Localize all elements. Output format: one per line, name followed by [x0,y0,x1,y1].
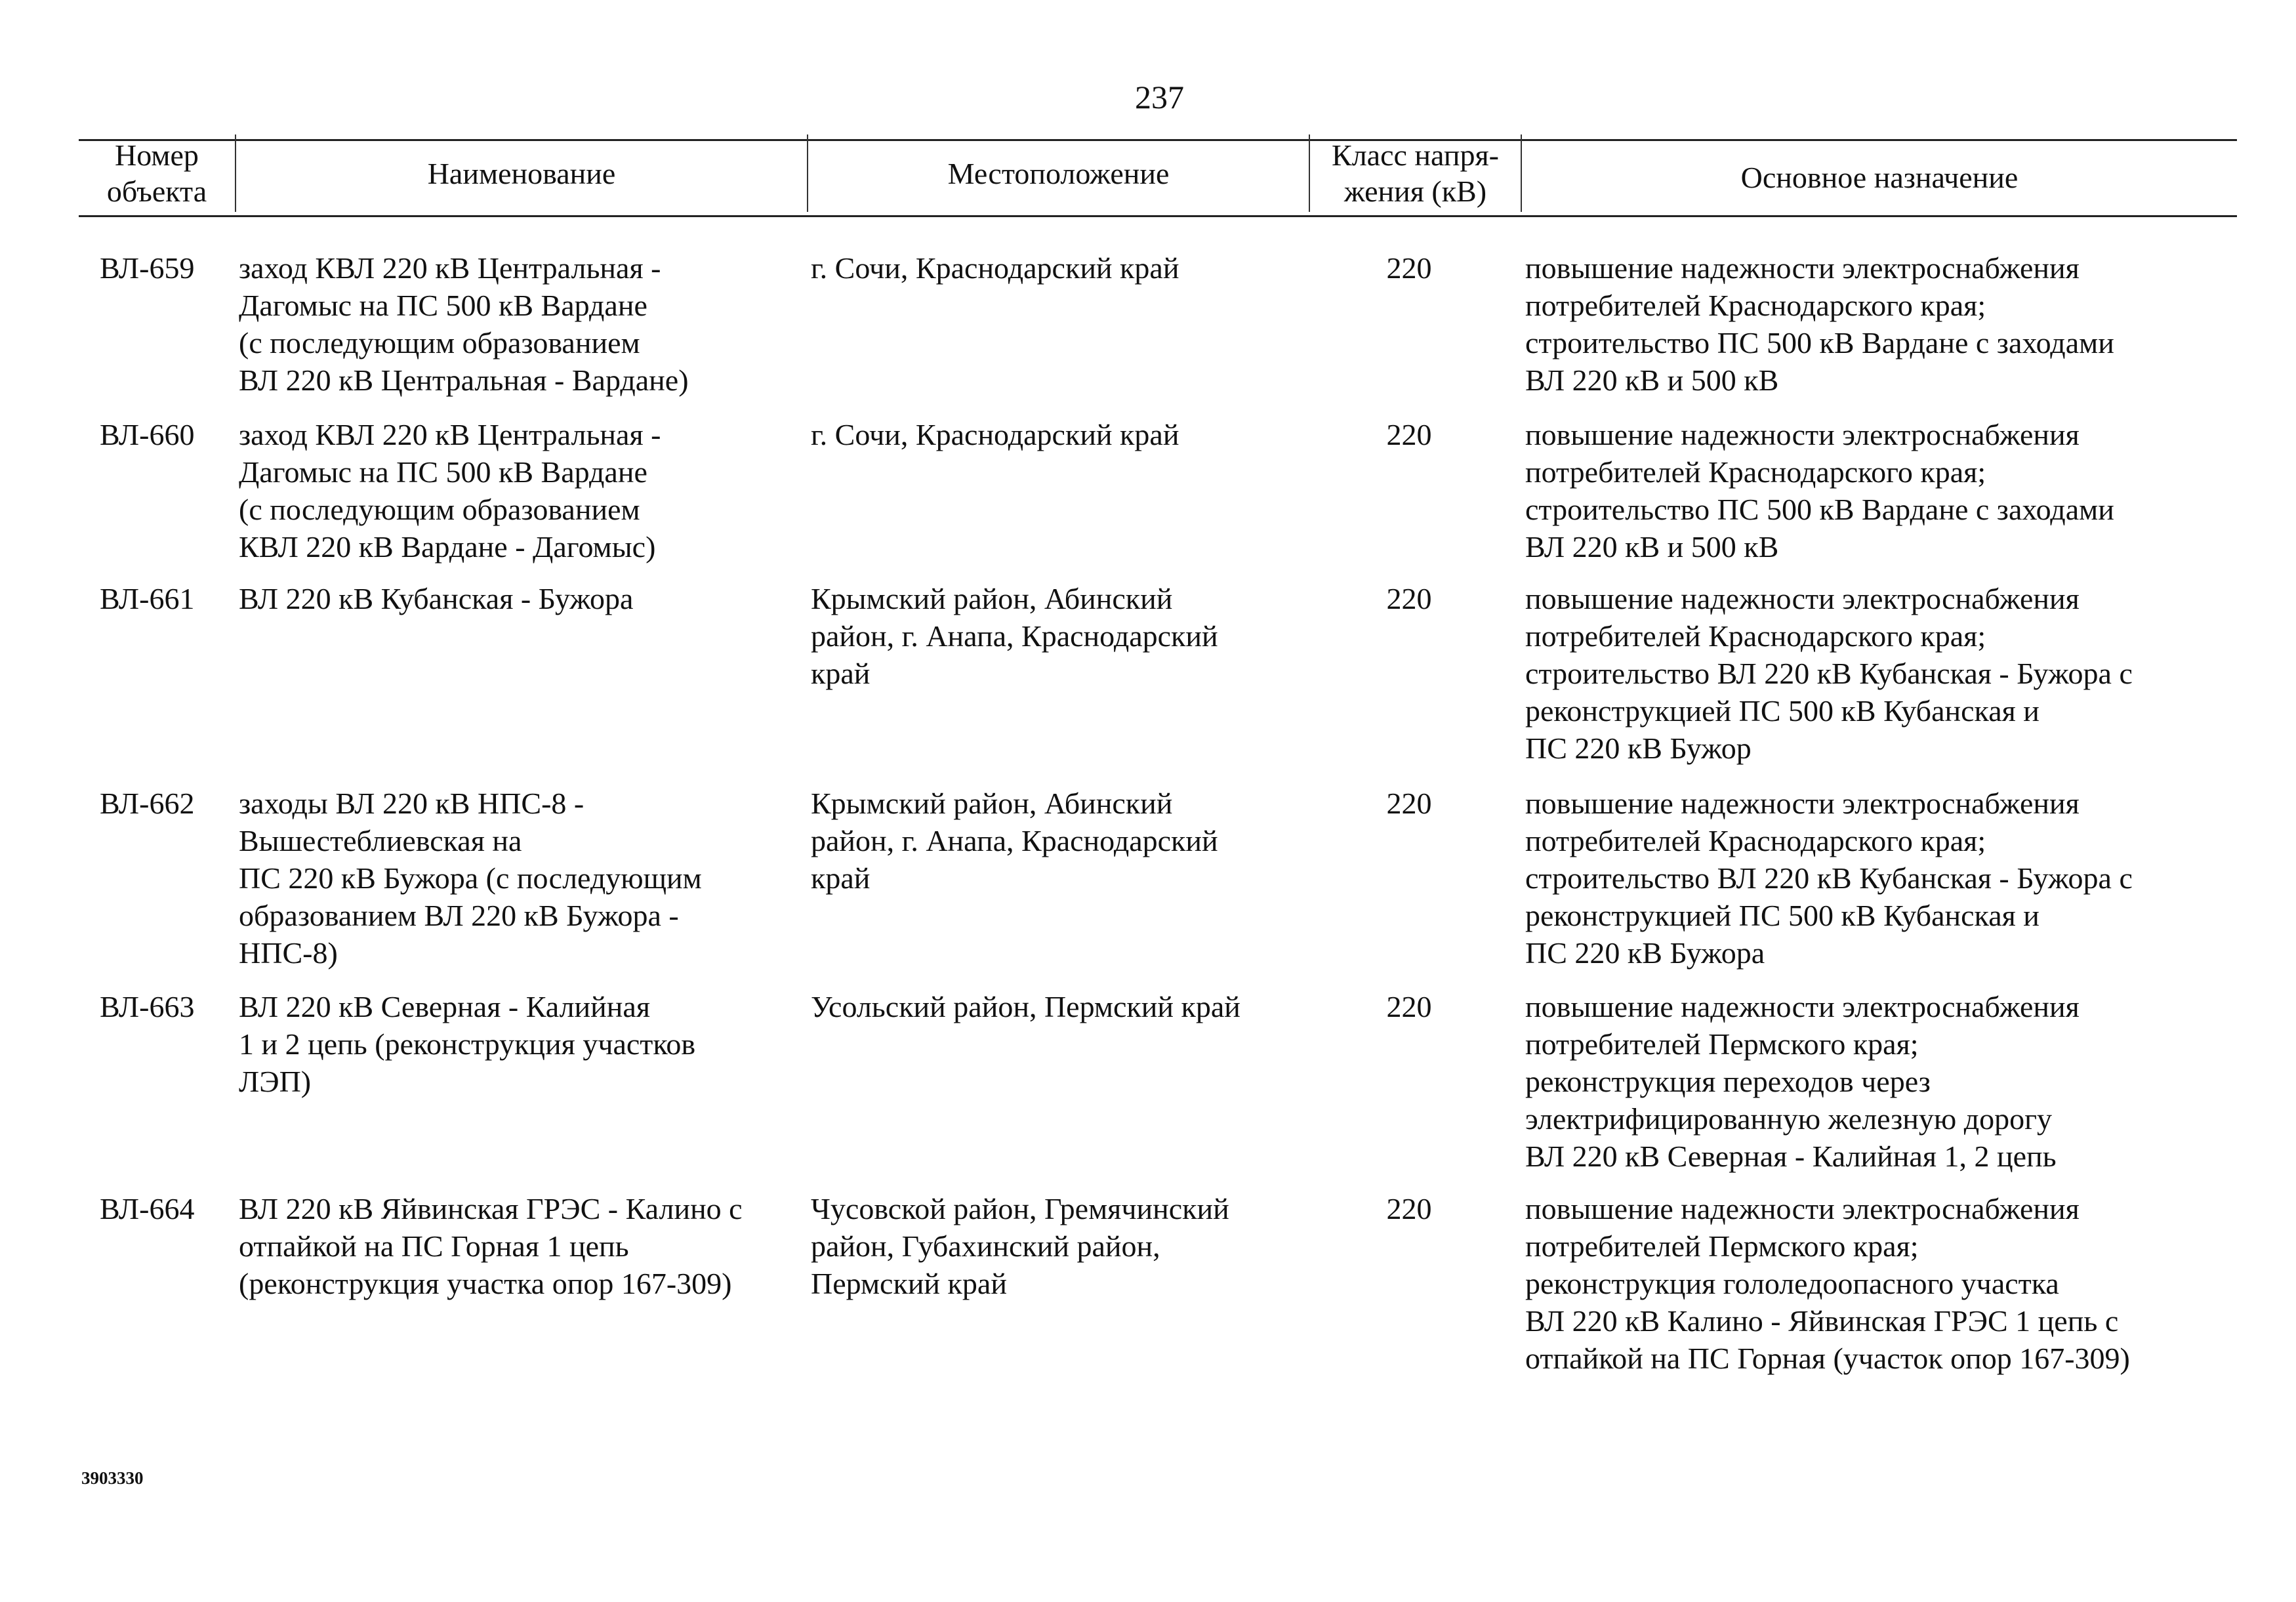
object-location: Крымский район, Абинский район, г. Анапа, Краснодарский край [811,787,1218,895]
object-purpose: повышение надежности электроснабжения потребителей Краснодарского края; строительство ПС 500 кВ Вардане с заходами ВЛ 220 кВ и 500 кВ [1525,251,2114,397]
table-row [0,416,2296,580]
object-voltage: 220 [1386,418,1432,451]
object-voltage: 220 [1386,251,1432,285]
object-purpose: повышение надежности электроснабжения потребителей Краснодарского края; строительство ВЛ 220 кВ Кубанская - Бужора с реконструкцией ПС 500 кВ Кубанская и ПС 220 кВ Бужора [1525,787,2133,970]
object-name: ВЛ 220 кВ Яйвинская ГРЭС - Калино с отпайкой на ПС Горная 1 цепь (реконструкция участка опор 167-309) [239,1192,743,1300]
table-body [0,249,2296,1393]
object-purpose: повышение надежности электроснабжения потребителей Пермского края; реконструкция переходов через электрифицированную железную дорогу ВЛ 220 кВ Северная - Калийная 1, 2 цепь [1525,990,2080,1173]
object-purpose: повышение надежности электроснабжения потребителей Краснодарского края; строительство ВЛ 220 кВ Кубанская - Бужора с реконструкцией ПС 500 кВ Кубанская и ПС 220 кВ Бужор [1525,582,2133,765]
header-location: Местоположение [947,156,1170,190]
table-row [0,1190,2296,1393]
object-purpose: повышение надежности электроснабжения потребителей Краснодарского края; строительство ПС 500 кВ Вардане с заходами ВЛ 220 кВ и 500 кВ [1525,418,2114,564]
table-row [0,580,2296,785]
object-number: ВЛ-662 [100,787,195,820]
object-location: г. Сочи, Краснодарский край [811,251,1179,285]
object-location: Усольский район, Пермский край [811,990,1240,1023]
object-number: ВЛ-661 [100,582,195,615]
header-voltage-class: Класс напря- жения (кВ) [1332,138,1499,208]
object-location: Крымский район, Абинский район, г. Анапа, Краснодарский край [811,582,1218,690]
object-voltage: 220 [1386,1192,1432,1225]
object-number: ВЛ-664 [100,1192,195,1225]
object-purpose: повышение надежности электроснабжения потребителей Пермского края; реконструкция гололедоопасного участка ВЛ 220 кВ Калино - Яйвинская ГРЭС 1 цепь с отпайкой на ПС Горная (участок опор 167-309) [1525,1192,2130,1375]
object-voltage: 220 [1386,582,1432,615]
table-row [0,988,2296,1190]
object-voltage: 220 [1386,787,1432,820]
header-name: Наименование [427,156,616,190]
object-location: Чусовской район, Гремячинский район, Губахинский район, Пермский край [811,1192,1229,1300]
object-number: ВЛ-663 [100,990,195,1023]
page-number: 237 [1135,79,1184,115]
header-object-number: Номер объекта [106,138,207,208]
object-name: заход КВЛ 220 кВ Центральная - Дагомыс на ПС 500 кВ Вардане (с последующим образованием КВЛ 220 кВ Вардане - Дагомыс) [239,418,661,564]
object-location: г. Сочи, Краснодарский край [811,418,1179,451]
document-code: 3903330 [81,1468,144,1488]
object-name: заход КВЛ 220 кВ Центральная - Дагомыс на ПС 500 кВ Вардане (с последующим образованием ВЛ 220 кВ Центральная - Вардане) [239,251,689,397]
table-row [0,785,2296,988]
table-row [0,249,2296,416]
object-name: ВЛ 220 кВ Кубанская - Бужора [239,582,634,615]
header-main-purpose: Основное назначение [1740,160,2019,194]
object-number: ВЛ-660 [100,418,195,451]
object-voltage: 220 [1386,990,1432,1023]
table-header-bottom-rule [79,215,2237,217]
object-name: ВЛ 220 кВ Северная - Калийная 1 и 2 цепь (реконструкция участков ЛЭП) [239,990,696,1098]
object-number: ВЛ-659 [100,251,195,285]
object-name: заходы ВЛ 220 кВ НПС-8 - Вышестеблиевская на ПС 220 кВ Бужора (с последующим образованием ВЛ 220 кВ Бужора - НПС-8) [239,787,702,970]
